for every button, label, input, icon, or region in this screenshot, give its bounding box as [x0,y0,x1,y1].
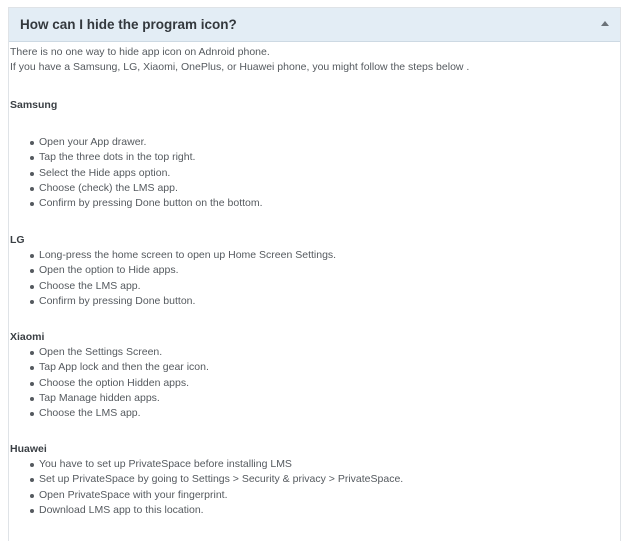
bullet-icon [30,463,34,467]
collapse-caret-icon[interactable] [601,21,609,26]
bullet-icon [30,412,34,416]
list-item: Open the option to Hide apps. [30,263,605,278]
bullet-icon [30,397,34,401]
bullet-icon [30,172,34,176]
list-item: Tap Manage hidden apps. [30,391,605,406]
accordion-title: How can I hide the program icon? [20,17,237,32]
bullet-icon [30,382,34,386]
accordion-body [10,45,605,516]
intro-line-2: If you have a Samsung, LG, Xiaomi, OnePlus, or Huawei phone, you might follow the steps below . [10,61,470,73]
steps-list-xiaomi [10,345,605,421]
list-item: Open your App drawer. [30,135,605,150]
list-item: Select the Hide apps option. [30,166,605,181]
list-item: Download LMS app to this location. [30,503,605,518]
steps-list-huawei [10,457,605,518]
bullet-icon [30,254,34,258]
section-huawei [10,442,605,518]
list-item: Long-press the home screen to open up Home Screen Settings. [30,248,605,263]
section-heading-lg: LG [10,234,25,246]
list-item: Set up PrivateSpace by going to Settings > Security & privacy > PrivateSpace. [30,472,605,487]
steps-list-lg [10,248,605,309]
bullet-icon [30,351,34,355]
section-heading-huawei: Huawei [10,443,47,455]
intro-text [10,45,605,75]
section-heading-samsung: Samsung [10,99,58,111]
bullet-icon [30,269,34,273]
list-item: Choose the LMS app. [30,406,605,421]
section-xiaomi [10,330,605,421]
bullet-icon [30,300,34,304]
bullet-icon [30,202,34,206]
section-lg [10,233,605,309]
list-item: Choose (check) the LMS app. [30,181,605,196]
bullet-icon [30,478,34,482]
list-item: Open the Settings Screen. [30,345,605,360]
bullet-icon [30,366,34,370]
list-item: Confirm by pressing Done button. [30,294,605,309]
section-samsung [10,98,605,211]
bullet-icon [30,509,34,513]
bullet-icon [30,285,34,289]
accordion-header[interactable] [9,8,620,42]
list-item: You have to set up PrivateSpace before installing LMS [30,457,605,472]
list-item: Choose the option Hidden apps. [30,376,605,391]
list-item: Confirm by pressing Done button on the bottom. [30,196,605,211]
list-item: Open PrivateSpace with your fingerprint. [30,488,605,503]
bullet-icon [30,156,34,160]
bullet-icon [30,494,34,498]
list-item: Tap the three dots in the top right. [30,150,605,165]
bullet-icon [30,141,34,145]
list-item: Tap App lock and then the gear icon. [30,360,605,375]
intro-line-1: There is no one way to hide app icon on Adnroid phone. [10,46,270,58]
bullet-icon [30,187,34,191]
steps-list-samsung [10,135,605,211]
list-item: Choose the LMS app. [30,279,605,294]
section-heading-xiaomi: Xiaomi [10,331,45,343]
